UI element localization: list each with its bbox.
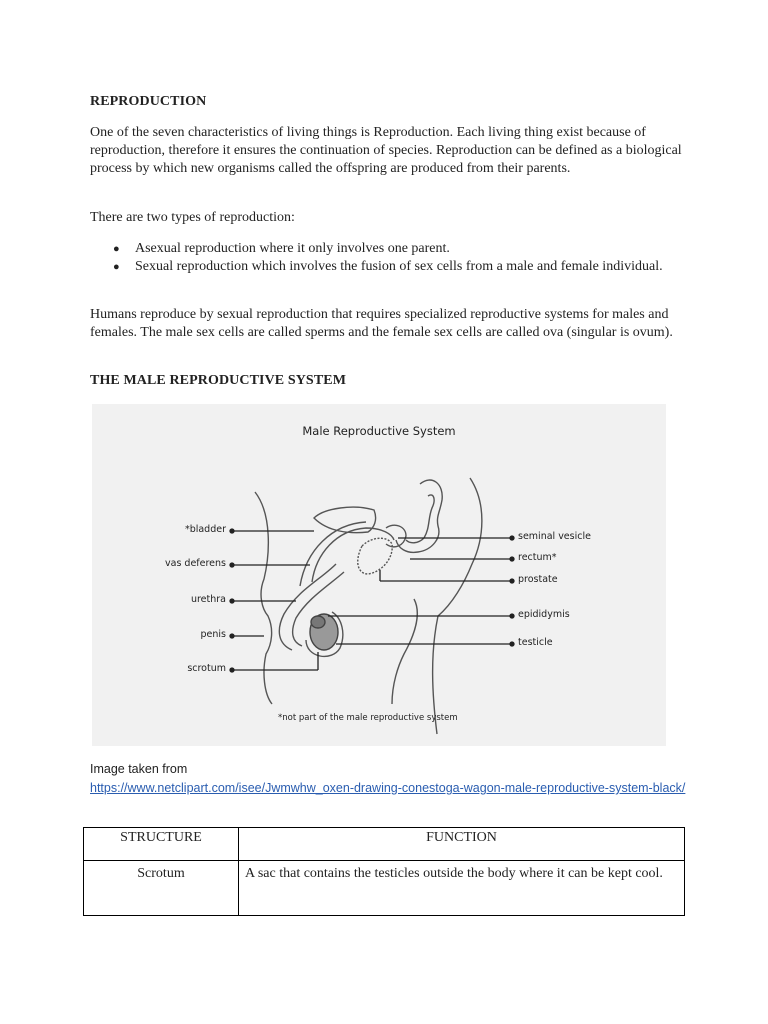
table-row xyxy=(84,861,685,916)
figure-footnote: *not part of the male reproductive system xyxy=(278,713,458,723)
label-penis: penis xyxy=(200,629,226,640)
page-title: REPRODUCTION xyxy=(90,94,207,109)
function-cell: A sac that contains the testicles outside the body where it can be kept cool. xyxy=(239,861,685,916)
label-prostate: prostate xyxy=(518,574,558,585)
types-intro: There are two types of reproduction: xyxy=(90,210,295,225)
humans-paragraph: Humans reproduce by sexual reproduction that requires specialized reproductive systems for males and females. The male sex cells are called sperms and the female sex cells are called ova (singular is ovum). xyxy=(90,307,673,340)
figure-title: Male Reproductive System xyxy=(302,424,456,438)
label-rectum: rectum* xyxy=(518,552,557,563)
column-header-structure: STRUCTURE xyxy=(84,828,239,861)
label-epididymis: epididymis xyxy=(518,609,570,620)
anatomy-illustration xyxy=(92,404,666,746)
structure-cell: Scrotum xyxy=(84,861,239,916)
list-item-text: Asexual reproduction where it only involves one parent. xyxy=(135,241,450,256)
section-heading: THE MALE REPRODUCTIVE SYSTEM xyxy=(90,373,347,388)
structure-function-table xyxy=(83,827,685,916)
label-bladder: *bladder xyxy=(184,524,226,535)
bullet-icon: ● xyxy=(113,261,120,273)
image-caption: Image taken from xyxy=(90,762,188,776)
label-vas-deferens: vas deferens xyxy=(165,558,226,569)
label-scrotum: scrotum xyxy=(187,663,226,674)
label-urethra: urethra xyxy=(190,594,226,605)
label-testicle: testicle xyxy=(518,637,553,648)
list-item xyxy=(90,240,690,258)
source-link[interactable]: https://www.netclipart.com/isee/Jwmwhw_oxen-drawing-conestoga-wagon-male-reproductive-system-black/ xyxy=(90,781,686,795)
table-header-row xyxy=(84,828,685,861)
list-item xyxy=(90,258,690,276)
intro-paragraph: One of the seven characteristics of living things is Reproduction. Each living thing exist because of reproduction, therefore it ensures the continuation of species. Reproduction can be defined as a biological process by which new organisms called the offspring are produced from their parents. xyxy=(90,125,682,176)
bullet-icon: ● xyxy=(113,243,120,255)
reproduction-types-list xyxy=(90,240,690,276)
column-header-function: FUNCTION xyxy=(239,828,685,861)
list-item-text: Sexual reproduction which involves the fusion of sex cells from a male and female individual. xyxy=(135,259,663,274)
label-seminal-vesicle: seminal vesicle xyxy=(518,531,591,542)
male-reproductive-diagram xyxy=(92,404,666,746)
